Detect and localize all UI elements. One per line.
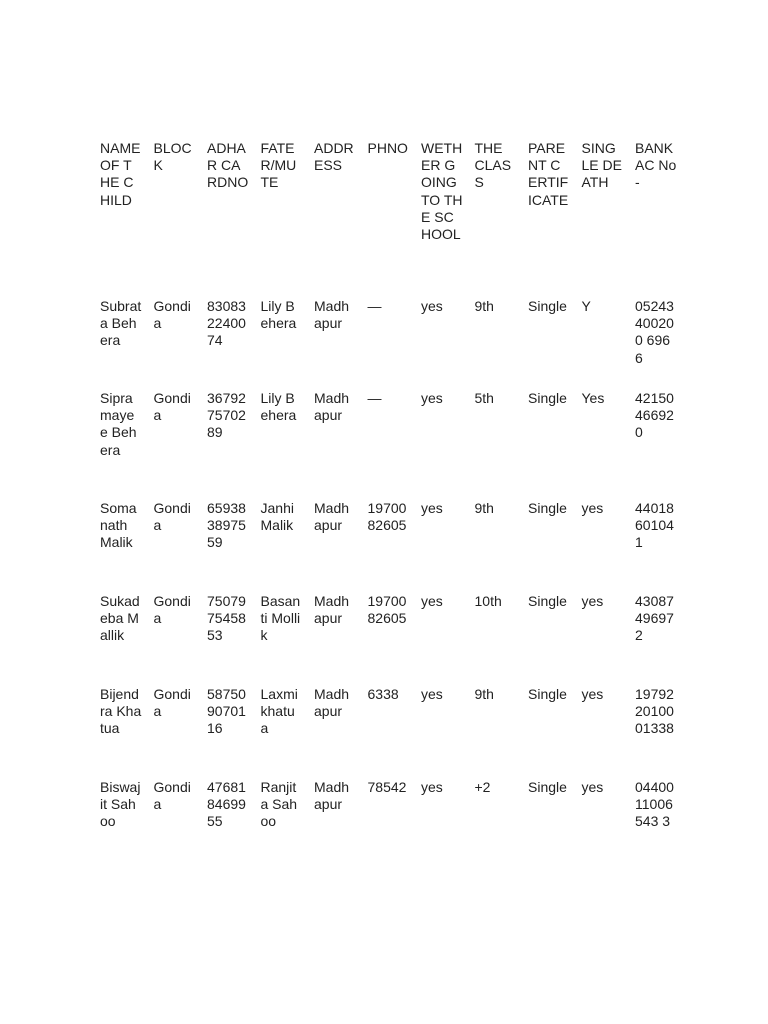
- cell-parent-name: Basanti Mollik: [260, 593, 301, 644]
- cell-address: Madhapur: [314, 779, 350, 813]
- cell-certificate: Single: [528, 298, 567, 314]
- table-header-row: [94, 134, 683, 292]
- cell-single-death: yes: [581, 686, 604, 702]
- table-row: [94, 680, 683, 773]
- cell-name: Sukadeba Mallik: [100, 593, 140, 644]
- cell-phone: 1970082605: [367, 500, 407, 534]
- cell-bank-ac: 43087496972: [635, 593, 674, 644]
- cell-adhar: 659383897559: [207, 500, 246, 551]
- cell-block: Gondia: [153, 593, 191, 627]
- header-address: ADDRESS: [314, 140, 354, 174]
- cell-single-death: yes: [581, 593, 604, 609]
- cell-single-death: Yes: [581, 390, 605, 406]
- table-row: [94, 292, 683, 384]
- cell-class: 5th: [474, 390, 494, 406]
- cell-bank-ac: 197922010001338: [635, 686, 674, 737]
- cell-school: yes: [421, 593, 443, 609]
- header-single-death: SINGLE DEATH: [581, 140, 622, 191]
- cell-block: Gondia: [153, 298, 191, 332]
- cell-name: Biswajit Sahoo: [100, 779, 141, 830]
- cell-adhar: 367927570289: [207, 390, 246, 441]
- cell-phone: 6338: [367, 686, 399, 702]
- children-table: [94, 134, 683, 865]
- cell-parent-name: Ranjita Sahoo: [260, 779, 298, 830]
- cell-address: Madhapur: [314, 686, 350, 720]
- cell-class: 9th: [474, 500, 494, 516]
- header-parent-certificate: PARENT CERTIFICATE: [528, 140, 569, 208]
- cell-single-death: Y: [581, 298, 591, 314]
- cell-adhar: 587509070116: [207, 686, 246, 737]
- cell-name: Bijendra Khatua: [100, 686, 142, 737]
- header-bank-ac-no: BANKAC No-: [635, 140, 677, 191]
- cell-school: yes: [421, 686, 443, 702]
- cell-phone: —: [367, 298, 382, 314]
- cell-bank-ac: 0440011006543 3: [635, 779, 674, 830]
- cell-address: Madhapur: [314, 593, 350, 627]
- cell-school: yes: [421, 298, 443, 314]
- cell-address: Madhapur: [314, 390, 350, 424]
- cell-school: yes: [421, 500, 443, 516]
- cell-bank-ac: 05243400200 6966: [635, 298, 674, 366]
- header-going-to-school: WETHER GOING TO THE SCHOOL: [421, 140, 463, 243]
- cell-certificate: Single: [528, 500, 567, 516]
- cell-parent-name: Lily Behera: [260, 298, 297, 332]
- cell-school: yes: [421, 390, 443, 406]
- header-phone-no: PHNO: [367, 140, 408, 156]
- header-adhar-card-no: ADHAR CARDNO: [207, 140, 249, 191]
- cell-parent-name: Lily Behera: [260, 390, 297, 424]
- cell-phone: —: [367, 390, 382, 406]
- cell-block: Gondia: [153, 779, 191, 813]
- cell-school: yes: [421, 779, 443, 795]
- cell-phone: 78542: [367, 779, 407, 795]
- cell-class: +2: [474, 779, 491, 795]
- cell-name: Somanath Malik: [100, 500, 137, 551]
- cell-phone: 1970082605: [367, 593, 407, 627]
- cell-class: 10th: [474, 593, 502, 609]
- cell-block: Gondia: [153, 390, 191, 424]
- cell-certificate: Single: [528, 779, 567, 795]
- table-row: [94, 587, 683, 680]
- cell-certificate: Single: [528, 593, 567, 609]
- cell-certificate: Single: [528, 686, 567, 702]
- cell-address: Madhapur: [314, 298, 350, 332]
- cell-name: Sipramaye e Behera: [100, 390, 137, 458]
- cell-single-death: yes: [581, 500, 604, 516]
- cell-single-death: yes: [581, 779, 604, 795]
- cell-name: Subrata Behera: [100, 298, 142, 349]
- header-father-mother: FATER/MUTE: [260, 140, 297, 191]
- cell-class: 9th: [474, 686, 494, 702]
- cell-parent-name: Laxmi khatua: [260, 686, 298, 737]
- cell-certificate: Single: [528, 390, 567, 406]
- header-class: THE CLASS: [474, 140, 512, 191]
- cell-address: Madhapur: [314, 500, 350, 534]
- cell-bank-ac: 42150466920: [635, 390, 674, 441]
- cell-adhar: 476818469955: [207, 779, 246, 830]
- cell-adhar: 750797545853: [207, 593, 246, 644]
- table-row: [94, 773, 683, 865]
- cell-block: Gondia: [153, 686, 191, 720]
- header-block: BLOCK: [153, 140, 192, 174]
- header-name-of-child: NAME OF THE CHILD: [100, 140, 141, 208]
- cell-block: Gondia: [153, 500, 191, 534]
- cell-parent-name: Janhi Malik: [260, 500, 294, 534]
- cell-adhar: 830832240074: [207, 298, 246, 349]
- cell-bank-ac: 44018601041: [635, 500, 674, 551]
- table-row: [94, 384, 683, 494]
- cell-class: 9th: [474, 298, 494, 314]
- table-row: [94, 494, 683, 587]
